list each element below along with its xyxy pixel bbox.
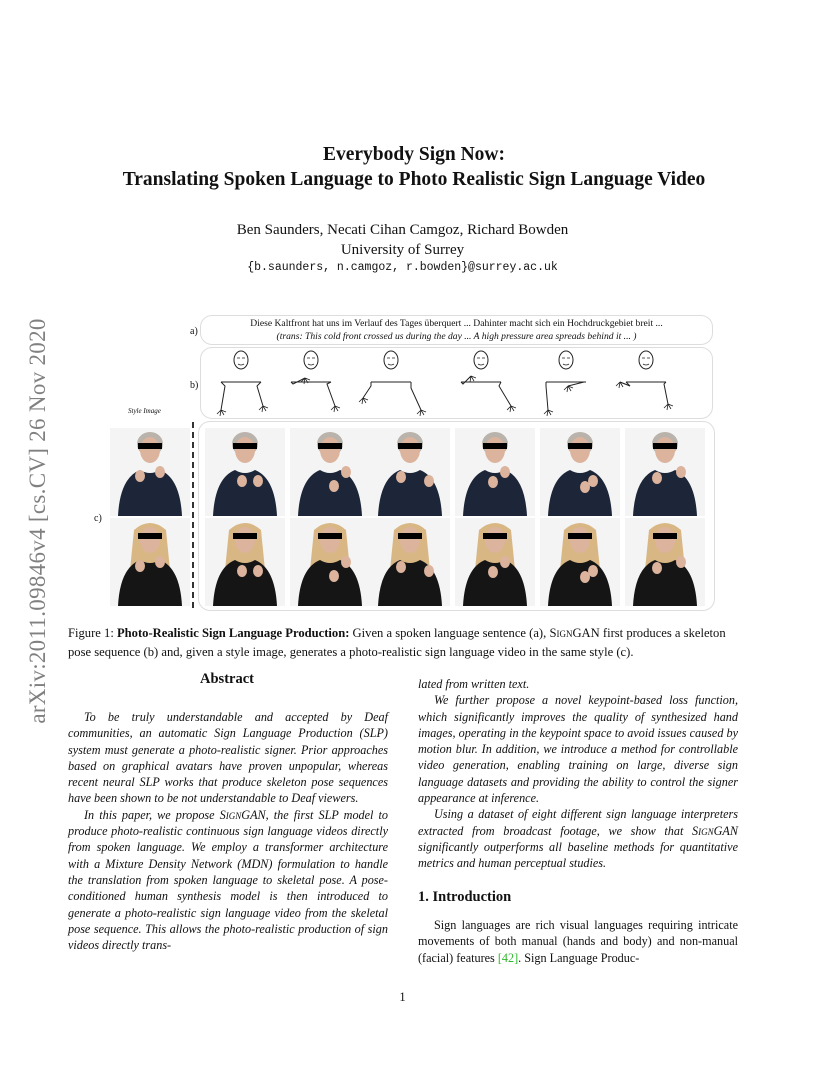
generated-signer-frame (205, 428, 285, 516)
author-emails: {b.saunders, n.camgoz, r.bowden}@surrey.ac.uk (247, 261, 558, 274)
style-image-label: Style Image (128, 407, 161, 415)
introduction-text (418, 917, 738, 966)
introduction-heading: 1. Introduction (418, 889, 512, 905)
panel-label-b: b) (190, 380, 199, 391)
abstract-paragraph-1: To be truly understandable and accepted by Deaf communities, an automatic Sign Language Production (SLP) system must generate a photo-realistic signer. Prior approaches based on graphical avatars have proven unpopular, whereas recent neural SLP works that produce skeleton pose sequences have been shown to be not understandable to Deaf viewers. (68, 710, 388, 806)
abstract-p2-signgan: SignGAN (219, 807, 266, 822)
generated-signer-frame (290, 428, 370, 516)
arxiv-side-stamp: arXiv:2011.09846v4 [cs.CV] 26 Nov 2020 (25, 318, 50, 724)
intro-text-b: . Sign Language Produc- (518, 950, 640, 965)
generated-signer-frame (455, 518, 535, 606)
generated-signer-frame (540, 518, 620, 606)
style-image-frame (110, 428, 190, 516)
caption-signgan: SignGAN (549, 626, 600, 640)
panel-label-c: c) (94, 513, 102, 524)
abstract-left-column (68, 709, 388, 953)
german-sentence: Diese Kaltfront hat uns im Verlauf des Tages überquert ... Dahinter macht sich ein Hochdruckgebiet breit ... (250, 318, 663, 329)
abstract-p2-b: , the first SLP model to produce photo-realistic continuous sign language videos directly from spoken language. We employ a transformer architecture with a Mixture Density Network (MDN) formulation to handle the translation from spoken language to skeletal pose. A pose-conditioned human synthesis model is then introduced to generate a photo-realistic sign language video from the skeletal pose sequence. This allows the photo-realistic production of sign videos directly trans- (68, 807, 388, 953)
caption-text-2: first produces a skeleton pose sequence (b) and, given a style image, generates a photo-realistic sign language video in the same style (c). (68, 626, 726, 659)
intro-text-a: Sign languages are rich visual languages requiring intricate movements of both manual (hands and body) and non-manual (facial) features (418, 918, 738, 965)
author-names: Ben Saunders, Necati Cihan Camgoz, Richard Bowden (236, 222, 569, 238)
caption-bold: Photo-Realistic Sign Language Production: (116, 626, 350, 640)
title-line-2: Translating Spoken Language to Photo Realistic Sign Language Video (122, 169, 706, 190)
citation-link[interactable]: [42] (497, 950, 519, 965)
caption-text-1: Given a spoken language sentence (a), (349, 626, 550, 640)
generated-signer-frame (625, 428, 705, 516)
abstract-p4-a: Using a dataset of eight different sign language interpreters extracted from broadcast footage, we show that (418, 807, 738, 838)
abstract-heading: Abstract (200, 671, 254, 687)
page-number: 1 (399, 990, 406, 1004)
abstract-paragraph-4 (418, 806, 738, 871)
english-translation: (trans: This cold front crossed us during the day ... A high pressure area spreads behind it ... ) (276, 331, 637, 342)
style-image-frame (110, 518, 190, 606)
title-line-1: Everybody Sign Now: (322, 144, 506, 165)
caption-prefix: Figure 1: (68, 626, 117, 640)
abstract-right-column (418, 676, 738, 872)
figure-caption (68, 624, 748, 661)
abstract-p2-a: In this paper, we propose (84, 807, 220, 822)
generated-signer-frame (625, 518, 705, 606)
abstract-paragraph-3: We further propose a novel keypoint-based loss function, which significantly improves the quality of synthesized hand images, operating in the keypoint space to avoid issues caused by motion blur. In addition, we introduce a method for controllable video generation, enabling training on large, diverse sign language datasets and providing the ability to control the signer appearance at inference. (418, 693, 738, 806)
abstract-p4-b: significantly outperforms all baseline methods for quantitative metrics and human perceptual studies. (418, 839, 738, 871)
abstract-p2-continuation: lated from written text. (418, 677, 530, 691)
affiliation: University of Surrey (340, 242, 465, 258)
generated-signer-frame (370, 518, 450, 606)
abstract-paragraph-2 (68, 807, 388, 954)
abstract-p4-signgan: SignGAN (692, 823, 738, 838)
generated-signer-frame (540, 428, 620, 516)
panel-label-a: a) (190, 326, 198, 337)
intro-paragraph (418, 917, 738, 966)
generated-signer-frame (455, 428, 535, 516)
generated-signer-frame (370, 428, 450, 516)
generated-signer-frame (205, 518, 285, 606)
generated-signer-frame (290, 518, 370, 606)
